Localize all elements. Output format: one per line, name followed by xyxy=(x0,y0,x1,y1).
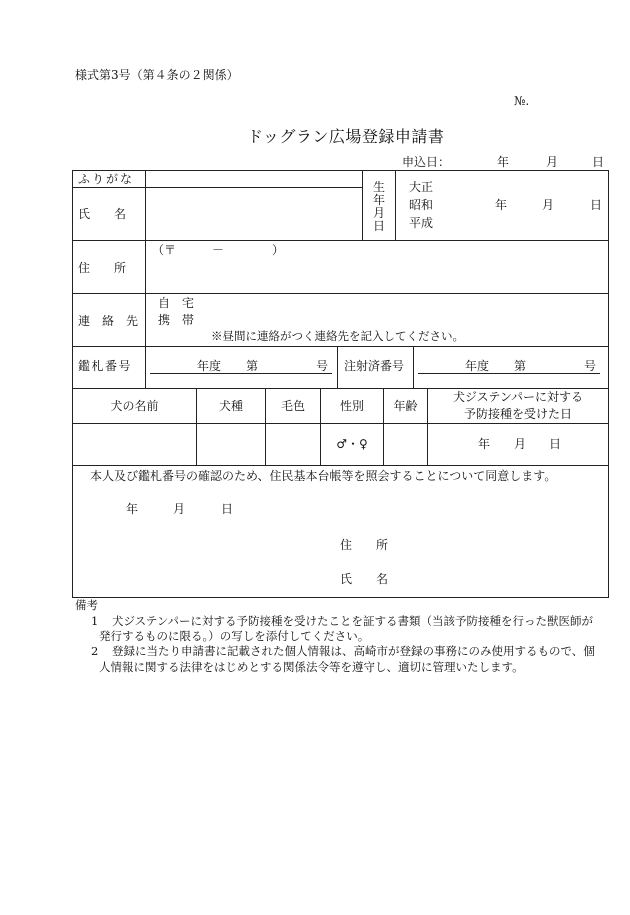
birth-year[interactable]: 年 xyxy=(495,198,508,212)
name-label: 氏 名 xyxy=(78,207,127,221)
birth-day[interactable]: 日 xyxy=(590,198,603,212)
application-date-label: 申込日： xyxy=(402,155,451,169)
furigana-label: ふりがな xyxy=(78,172,135,186)
consent-name-field[interactable] xyxy=(400,569,600,585)
tag-number-label: 鑑札番号 xyxy=(78,359,133,373)
application-date-year[interactable]: 年 xyxy=(497,155,510,169)
application-date-month[interactable]: 月 xyxy=(546,155,559,169)
era-showa[interactable]: 昭和 xyxy=(409,198,434,212)
home-phone-label: 自 宅 xyxy=(158,296,195,310)
header-distemper-line1: 犬ジステンパーに対する xyxy=(453,390,583,404)
consent-month[interactable]: 月 xyxy=(173,502,186,516)
color-field[interactable] xyxy=(269,427,317,461)
mobile-phone-label: 携 帯 xyxy=(158,313,195,327)
header-sex: 性別 xyxy=(339,399,364,413)
consent-name-label: 氏 名 xyxy=(340,572,389,586)
consent-text: 本人及び鑑札番号の確認のため、住民基本台帳等を照会することについて同意します。 xyxy=(90,469,557,483)
consent-year[interactable]: 年 xyxy=(126,502,139,516)
furigana-field[interactable] xyxy=(150,174,355,186)
vaccine-number-label: 注射済番号 xyxy=(344,359,405,373)
distemper-year[interactable]: 年 xyxy=(478,437,491,451)
consent-address-field[interactable] xyxy=(400,535,600,551)
page-title: ドッグラン広場登録申請書 xyxy=(247,127,445,146)
contact-label: 連 絡 先 xyxy=(78,314,139,328)
age-field[interactable] xyxy=(387,427,424,461)
postal-code-field[interactable]: （〒 － ） xyxy=(152,243,285,257)
header-breed: 犬種 xyxy=(218,399,243,413)
breed-field[interactable] xyxy=(200,427,262,461)
era-heisei[interactable]: 平成 xyxy=(409,216,434,230)
consent-day[interactable]: 日 xyxy=(221,502,234,516)
consent-address-label: 住 所 xyxy=(340,538,389,552)
era-taisho[interactable]: 大正 xyxy=(409,180,434,194)
sex-selector[interactable]: ♂・♀ xyxy=(336,437,368,451)
mobile-phone-field[interactable] xyxy=(200,314,600,328)
address-field[interactable] xyxy=(150,259,600,289)
number-label: №. xyxy=(514,94,530,108)
distemper-day[interactable]: 日 xyxy=(549,437,562,451)
address-label: 住 所 xyxy=(78,261,127,275)
birth-month[interactable]: 月 xyxy=(542,198,555,212)
home-phone-field[interactable] xyxy=(200,297,600,311)
remarks-title: 備考 xyxy=(75,598,98,612)
application-date-day[interactable]: 日 xyxy=(592,155,605,169)
header-age: 年齢 xyxy=(393,399,418,413)
contact-note: ※昼間に連絡がつく連絡先を記入してください。 xyxy=(211,329,464,343)
distemper-month[interactable]: 月 xyxy=(514,437,527,451)
header-distemper-line2: 予防接種を受けた日 xyxy=(463,407,572,421)
form-label: 様式第3号（第４条の２関係） xyxy=(75,68,239,82)
dog-name-field[interactable] xyxy=(76,427,192,461)
header-color: 毛色 xyxy=(280,399,305,413)
header-dog-name: 犬の名前 xyxy=(110,399,159,413)
name-field[interactable] xyxy=(150,192,355,236)
